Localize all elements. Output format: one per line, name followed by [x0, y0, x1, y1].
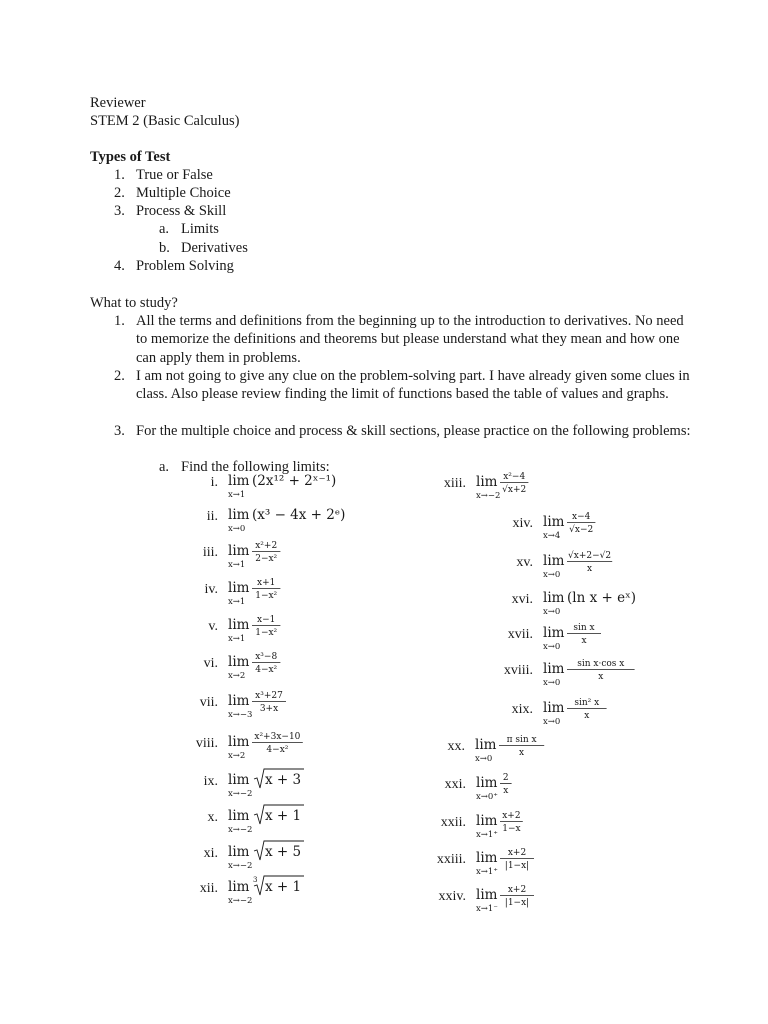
limit-exercise: [507, 620, 681, 652]
fraction-numerator: x²+2: [255, 541, 278, 551]
limit-subscript: x→0: [475, 754, 493, 764]
limit-exercise: [440, 808, 614, 840]
study-subnum: a.: [159, 459, 170, 475]
fraction-denominator: x: [519, 748, 525, 758]
limit-subscript: x→0: [543, 570, 561, 580]
limit-expression: [226, 502, 366, 536]
fraction-denominator: |1−x|: [504, 898, 530, 908]
types-subnum: b.: [159, 240, 170, 256]
limit-exercise: [199, 874, 366, 906]
study-item-1: All the terms and definitions from the beginning up to the introduction to derivatives. No need to memorize the definitions and theorems but please understand what they mean and how one can apply them in problems.: [136, 313, 684, 366]
limit-subscript: x→1: [228, 490, 246, 500]
limit-subscript: x→1⁺: [476, 867, 498, 877]
limit-expression: [226, 688, 366, 722]
limit-subscript: x→−2: [228, 789, 253, 799]
fraction-numerator: x−4: [572, 512, 591, 522]
lim-text: lim: [228, 693, 250, 709]
radicand: x + 1: [265, 808, 302, 824]
lim-text: lim: [476, 887, 498, 903]
types-num: 1.: [114, 167, 125, 183]
limit-function: (x³ − 4x + 2ᵉ): [252, 507, 346, 523]
radicand: x + 1: [265, 879, 302, 895]
limit-expression: [474, 808, 614, 842]
fraction-denominator: 4−x²: [266, 745, 289, 755]
radicand: x + 5: [265, 844, 302, 860]
lim-text: lim: [543, 553, 565, 569]
types-heading: Types of Test: [90, 149, 171, 165]
lim-text: lim: [228, 580, 250, 596]
fraction-denominator: x: [587, 564, 593, 574]
lim-text: lim: [543, 514, 565, 530]
study-num: 2.: [114, 368, 125, 384]
limit-exercise: [204, 575, 366, 607]
limit-expression: [541, 548, 681, 582]
limit-exercise: [202, 538, 366, 570]
limit-subscript: x→0: [543, 717, 561, 727]
limit-subscript: x→1⁻: [476, 904, 498, 914]
limit-exercise: [208, 612, 366, 644]
fraction-numerator: x+2: [507, 885, 527, 895]
types-num: 2.: [114, 185, 125, 201]
limit-expression: [474, 882, 614, 916]
limit-expression: [474, 845, 614, 879]
exercise-number: xi.: [203, 846, 218, 861]
limit-exercise: [511, 585, 681, 617]
root-index: 3: [253, 876, 258, 884]
exercise-number: xiv.: [512, 516, 533, 531]
exercise-number: xxii.: [440, 815, 466, 830]
exercise-number: xvi.: [511, 592, 533, 607]
exercise-number: vi.: [203, 656, 218, 671]
lim-text: lim: [228, 772, 250, 788]
limit-exercise: [203, 649, 366, 681]
lim-text: lim: [543, 700, 565, 716]
lim-text: lim: [228, 543, 250, 559]
study-item-3: For the multiple choice and process & skill sections, please practice on the following problems:: [136, 423, 691, 439]
fraction-numerator: π sin x: [506, 735, 537, 745]
lim-text: lim: [228, 808, 250, 824]
limit-expression: [226, 612, 366, 646]
lim-text: lim: [476, 813, 498, 829]
lim-text: lim: [476, 775, 498, 791]
fraction-numerator: x²−4: [503, 472, 526, 482]
limit-subscript: x→0: [228, 524, 246, 534]
fraction-numerator: x+2: [502, 811, 521, 821]
doc-title: Reviewer: [90, 95, 146, 111]
fraction-denominator: 1−x²: [255, 591, 278, 601]
fraction-denominator: 2−x²: [255, 554, 278, 564]
limit-exercise: [210, 468, 366, 500]
limit-function: (ln x + eˣ): [567, 590, 637, 606]
limit-expression: [226, 767, 366, 801]
fraction-denominator: 1−x²: [255, 628, 278, 638]
limit-exercise: [443, 469, 614, 501]
fraction-denominator: x: [581, 636, 587, 646]
limit-exercise: [206, 502, 366, 534]
lim-text: lim: [476, 474, 498, 490]
limit-expression: [226, 468, 366, 502]
limit-subscript: x→1: [228, 634, 246, 644]
exercise-number: xv.: [516, 555, 533, 570]
exercise-number: ii.: [206, 509, 218, 524]
fraction-denominator: x: [503, 786, 509, 796]
fraction-numerator: sin x·cos x: [577, 659, 625, 669]
fraction-denominator: 3+x: [259, 704, 279, 714]
exercise-number: iv.: [204, 582, 218, 597]
limit-subscript: x→−2: [228, 861, 253, 871]
fraction-numerator: x²+3x−10: [254, 732, 301, 742]
lim-text: lim: [228, 473, 250, 489]
fraction-numerator: x+2: [507, 848, 527, 858]
limit-expression: [541, 656, 681, 690]
limit-subscript: x→4: [543, 531, 561, 541]
limit-exercise: [203, 839, 366, 871]
fraction-denominator: 1−x: [502, 824, 521, 834]
exercise-number: xxiii.: [436, 852, 466, 867]
limit-subscript: x→−3: [228, 710, 253, 720]
limit-exercise: [195, 729, 366, 761]
limit-exercise: [199, 688, 366, 720]
fraction-denominator: √x+2: [502, 485, 527, 495]
exercise-number: xxiv.: [438, 889, 466, 904]
limit-subscript: x→2: [228, 751, 246, 761]
fraction-numerator: x³+27: [255, 691, 283, 701]
fraction-numerator: √x+2−√2: [568, 551, 612, 561]
limit-exercise: [512, 509, 681, 541]
exercise-number: xx.: [447, 739, 465, 754]
limit-expression: [226, 538, 366, 572]
exercise-number: v.: [208, 619, 218, 634]
lim-text: lim: [543, 590, 565, 606]
limit-expression: [226, 839, 366, 873]
types-item: Multiple Choice: [136, 185, 231, 201]
limit-expression: [226, 874, 366, 908]
fraction-numerator: 2: [502, 773, 509, 783]
limit-expression: [474, 469, 614, 503]
exercise-number: xix.: [511, 702, 533, 717]
exercise-number: ix.: [203, 774, 218, 789]
doc-subtitle: STEM 2 (Basic Calculus): [90, 113, 240, 129]
limit-subscript: x→−2: [228, 896, 253, 906]
limit-expression: [226, 575, 366, 609]
lim-text: lim: [543, 625, 565, 641]
limit-expression: [541, 585, 681, 619]
limit-function: (2x¹² + 2ˣ⁻¹): [252, 473, 337, 489]
exercise-number: xii.: [199, 881, 218, 896]
lim-text: lim: [475, 737, 497, 753]
study-num: 1.: [114, 313, 125, 329]
limit-expression: [541, 620, 681, 654]
lim-text: lim: [228, 617, 250, 633]
fraction-denominator: x: [584, 711, 590, 721]
limit-expression: [541, 695, 681, 729]
radicand: x + 3: [265, 772, 302, 788]
limit-exercise: [503, 656, 681, 688]
exercise-number: i.: [210, 475, 218, 490]
limit-subscript: x→0⁺: [476, 792, 498, 802]
types-subitem: Limits: [181, 221, 219, 237]
lim-text: lim: [228, 654, 250, 670]
lim-text: lim: [228, 734, 250, 750]
study-item-2: I am not going to give any clue on the problem-solving part. I have already given some clues in class. Also please review finding the limit of functions based the table of values and graphs.: [136, 368, 690, 403]
study-heading: What to study?: [90, 295, 178, 311]
exercise-number: xviii.: [503, 663, 533, 678]
lim-text: lim: [228, 844, 250, 860]
exercise-number: iii.: [202, 545, 218, 560]
lim-text: lim: [228, 879, 250, 895]
limit-subscript: x→0: [543, 642, 561, 652]
exercise-number: xiii.: [443, 476, 466, 491]
fraction-denominator: |1−x|: [504, 861, 530, 871]
limit-exercise: [436, 845, 614, 877]
fraction-denominator: 4−x²: [255, 665, 278, 675]
exercise-number: x.: [207, 810, 218, 825]
limit-exercise: [511, 695, 681, 727]
fraction-denominator: x: [598, 672, 604, 682]
lim-text: lim: [543, 661, 565, 677]
limit-expression: [541, 509, 681, 543]
limit-expression: [226, 803, 366, 837]
limit-subscript: x→0: [543, 607, 561, 617]
limit-exercise: [516, 548, 681, 580]
limit-exercise: [444, 770, 614, 802]
types-num: 3.: [114, 203, 125, 219]
limit-expression: [474, 770, 614, 804]
exercise-number: xvii.: [507, 627, 533, 642]
limit-subscript: x→2: [228, 671, 246, 681]
limit-subscript: x→−2: [476, 491, 501, 501]
lim-text: lim: [476, 850, 498, 866]
study-subitem: Find the following limits:: [181, 459, 330, 475]
limit-subscript: x→1: [228, 597, 246, 607]
limit-exercise: [207, 803, 366, 835]
fraction-numerator: x³−8: [255, 652, 278, 662]
lim-text: lim: [228, 507, 250, 523]
fraction-numerator: sin² x: [574, 698, 600, 708]
exercise-number: vii.: [199, 695, 218, 710]
types-subitem: Derivatives: [181, 240, 248, 256]
study-num: 3.: [114, 423, 125, 439]
limit-expression: [226, 729, 366, 763]
types-num: 4.: [114, 258, 125, 274]
limit-subscript: x→0: [543, 678, 561, 688]
fraction-numerator: x−1: [257, 615, 276, 625]
types-subnum: a.: [159, 221, 170, 237]
limit-subscript: x→1: [228, 560, 246, 570]
exercise-number: viii.: [195, 736, 218, 751]
fraction-numerator: sin x: [573, 623, 595, 633]
limit-subscript: x→−2: [228, 825, 253, 835]
limit-subscript: x→1⁺: [476, 830, 498, 840]
limit-expression: [226, 649, 366, 683]
fraction-denominator: √x−2: [569, 525, 594, 535]
fraction-numerator: x+1: [257, 578, 276, 588]
types-item: Process & Skill: [136, 203, 227, 219]
limit-exercise: [447, 732, 613, 764]
limit-exercise: [203, 767, 366, 799]
types-item: Problem Solving: [136, 258, 234, 274]
types-item: True or False: [136, 167, 213, 183]
limit-exercise: [438, 882, 614, 914]
exercise-number: xxi.: [444, 777, 466, 792]
limit-expression: [473, 732, 613, 766]
